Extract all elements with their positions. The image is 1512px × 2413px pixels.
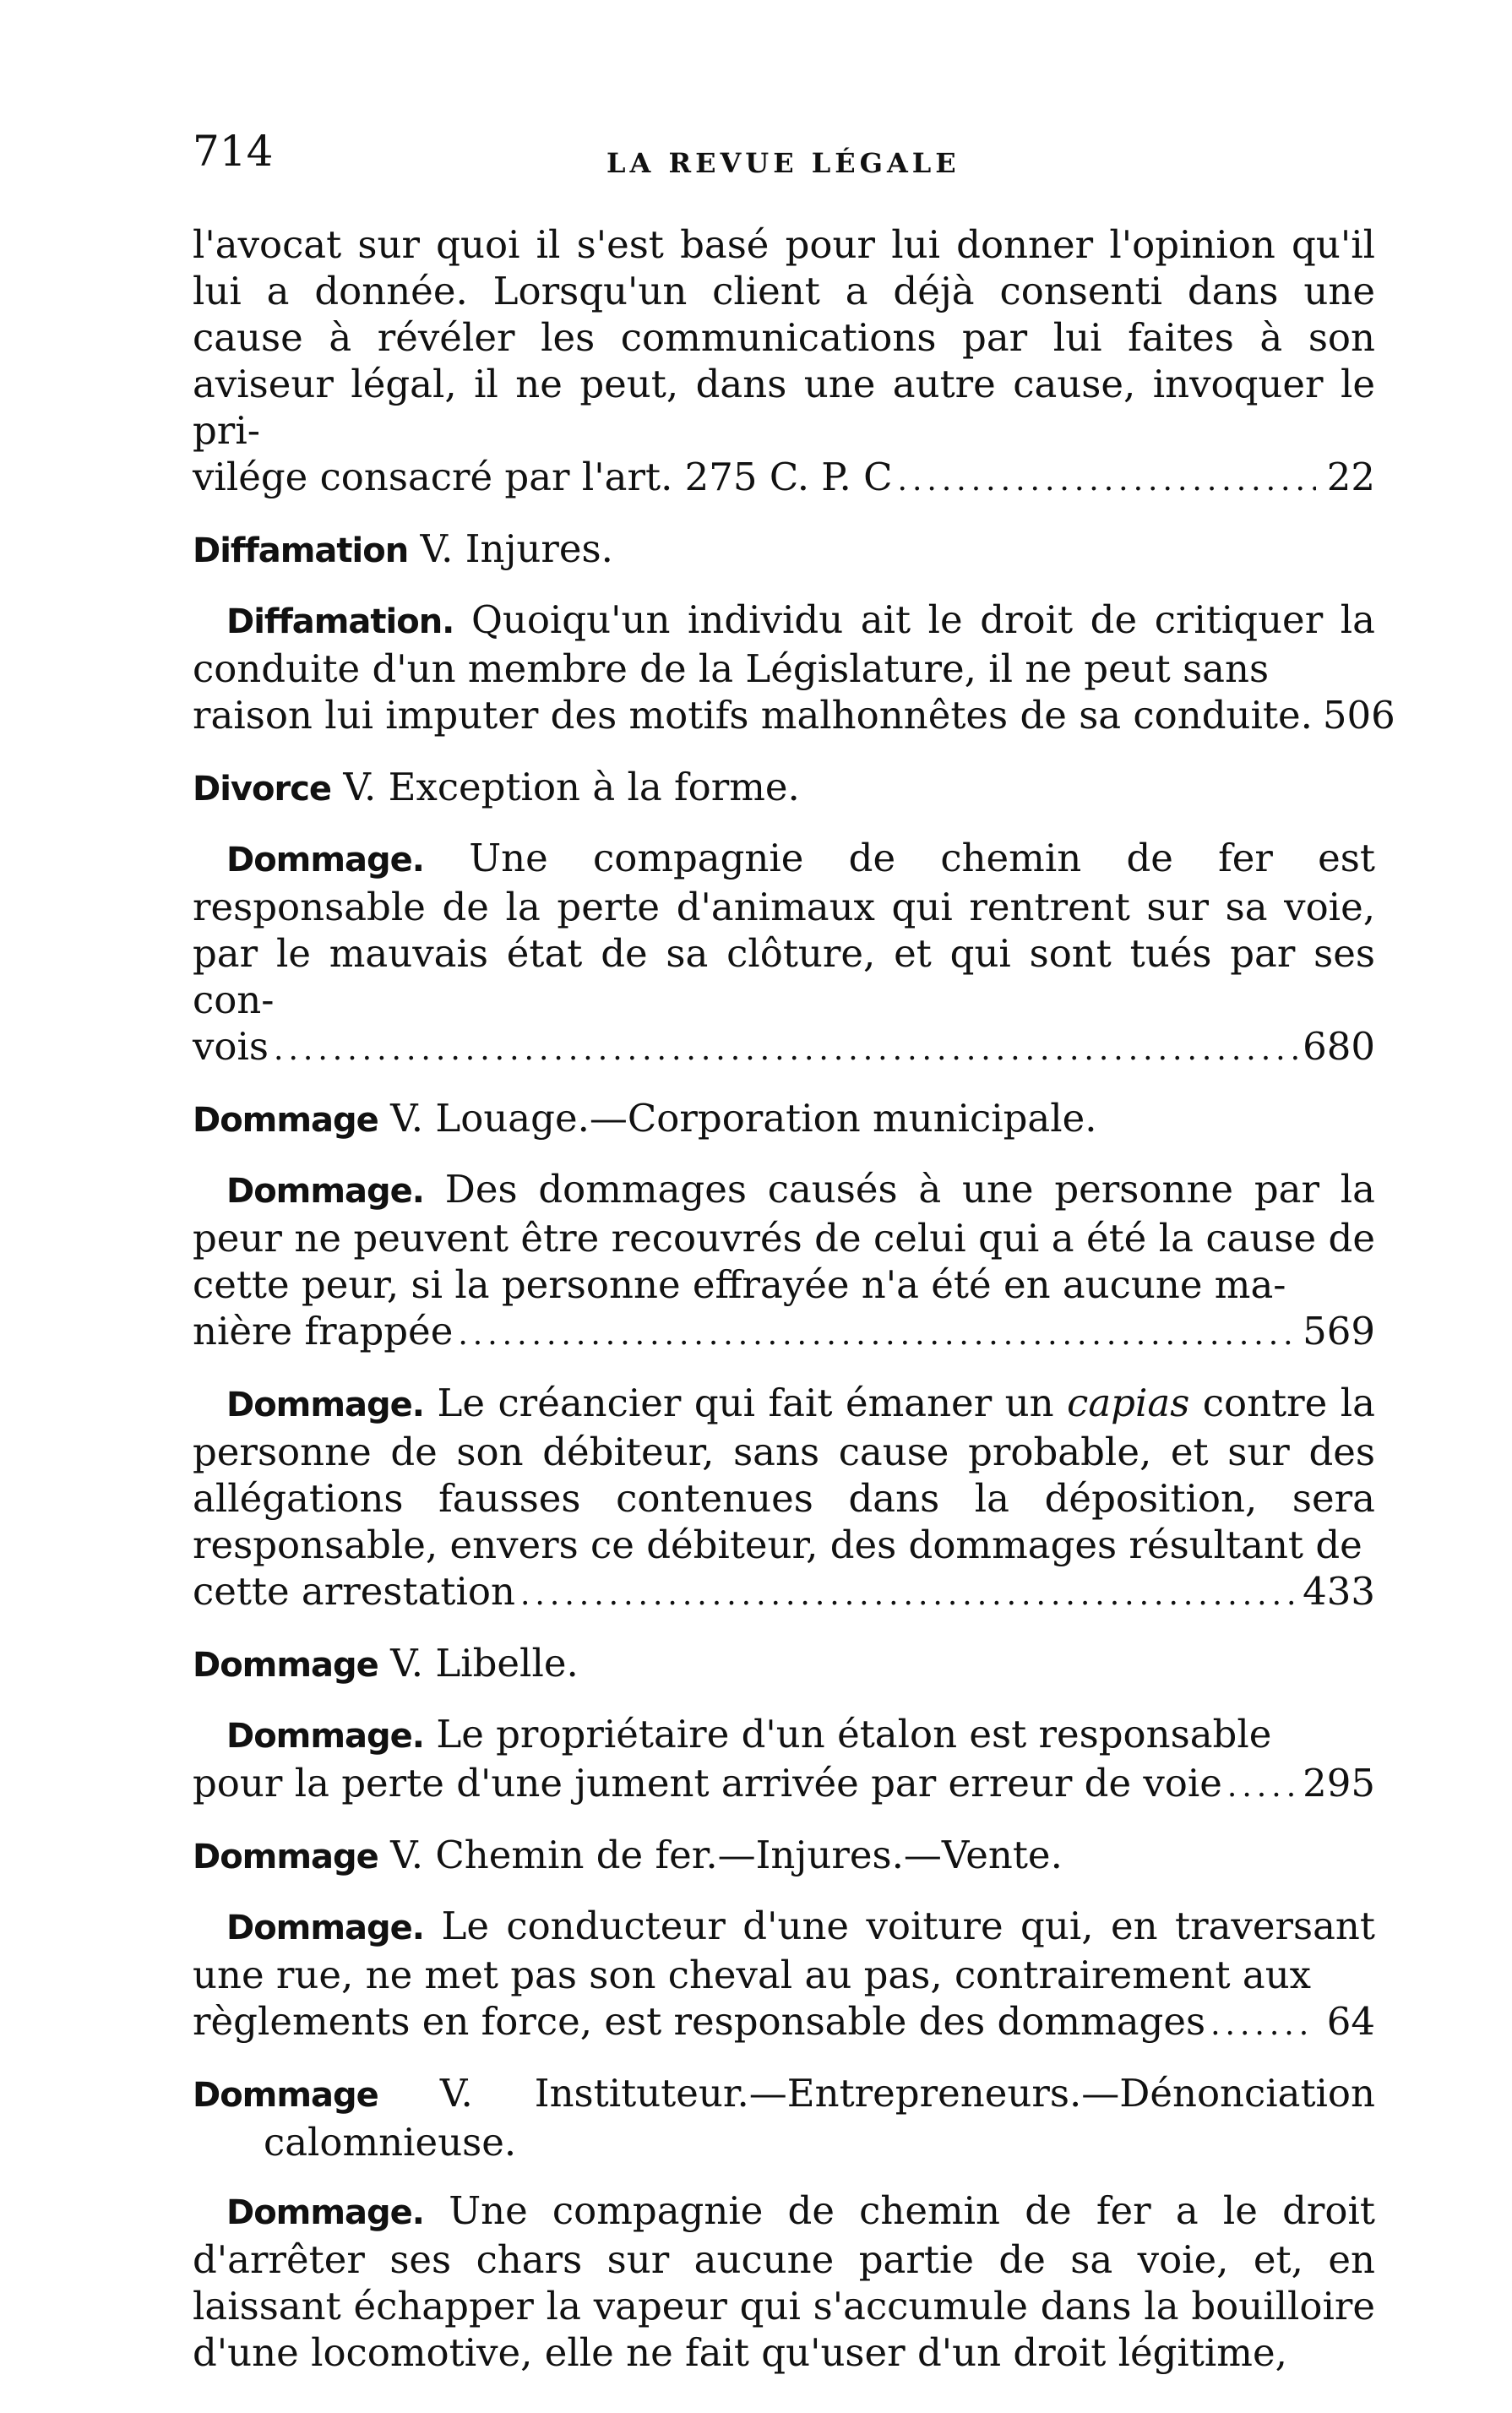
entry-text: l'avocat sur quoi il s'est basé pour lui donner l'opinion qu'il lui a donnée. Lorsqu'un client a déjà consenti dans une cause à révéler les communications par lui faites à son aviseur légal, il ne peut, dans une autre cause, invoquer le pri- bbox=[193, 222, 1375, 453]
dot-leader bbox=[1210, 2002, 1316, 2048]
page-reference: 433 bbox=[1303, 1569, 1375, 1614]
cross-reference-entry bbox=[193, 2070, 1375, 2165]
entry-text: V. Instituteur.—Entrepreneurs.—Dénonciation calomnieuse. bbox=[264, 2071, 1375, 2165]
cross-reference-entry bbox=[193, 1095, 1375, 1144]
entry-keyword: Dommage. bbox=[226, 1909, 424, 1947]
entry-text: V. Louage.—Corporation municipale. bbox=[390, 1096, 1097, 1141]
entry-tail-text: raison lui imputer des motifs malhonnêtes de sa conduite. bbox=[193, 693, 1313, 738]
index-entry bbox=[193, 1166, 1375, 1358]
entry-keyword: Dommage bbox=[193, 1101, 378, 1140]
dot-leader bbox=[274, 1027, 1297, 1073]
entry-keyword: Dommage bbox=[193, 1646, 378, 1685]
entry-tail-text: règlements en force, est responsable des dommages bbox=[193, 1999, 1206, 2044]
page-reference: 295 bbox=[1303, 1761, 1375, 1806]
entry-keyword: Dommage. bbox=[226, 1172, 424, 1211]
cross-reference-entry bbox=[193, 764, 1375, 813]
index-entry bbox=[193, 1380, 1375, 1618]
entry-tail-text: nière frappée bbox=[193, 1309, 454, 1354]
page-number: 714 bbox=[193, 127, 274, 176]
dot-leader bbox=[1227, 1763, 1297, 1810]
entry-text: Quoiqu'un individu ait le droit de critiquer la conduite d'un membre de la Législature, il ne peut sans bbox=[193, 597, 1375, 691]
entry-keyword: Dommage bbox=[193, 1838, 378, 1876]
entry-text: Une compagnie de chemin de fer est responsable de la perte d'animaux qui rentrent sur sa voie, par le mauvais état de sa clôture, et qui sont tués par ses con- bbox=[193, 836, 1375, 1022]
entry-tail bbox=[193, 692, 1395, 742]
index-entry bbox=[193, 1903, 1375, 2048]
entry-keyword: Dommage. bbox=[226, 2193, 424, 2232]
page-reference: 64 bbox=[1326, 1999, 1375, 2044]
cross-reference-entry bbox=[193, 526, 1375, 575]
continued-entry bbox=[193, 221, 1375, 504]
entry-text: Une compagnie de chemin de fer a le droit d'arrêter ses chars sur aucune partie de sa voie, et, en laissant échapper la vapeur qui s'accumule dans la bouilloire d'une locomotive, elle ne fait qu'user d'un droit légitime, bbox=[193, 2188, 1375, 2375]
cross-reference-entry bbox=[193, 1640, 1375, 1689]
dot-leader bbox=[520, 1571, 1297, 1618]
page-reference: 506 bbox=[1322, 693, 1395, 738]
entry-tail-text: vois bbox=[193, 1024, 269, 1069]
entry-tail bbox=[193, 1760, 1375, 1810]
entry-text: V. Exception à la forme. bbox=[343, 765, 800, 809]
page-reference: 569 bbox=[1303, 1309, 1375, 1354]
index-entry bbox=[193, 1711, 1375, 1810]
dot-leader bbox=[458, 1311, 1297, 1358]
entry-text: V. Injures. bbox=[420, 526, 613, 571]
entry-text: V. Libelle. bbox=[390, 1641, 579, 1686]
entry-keyword: Diffamation. bbox=[226, 602, 454, 641]
page-header bbox=[193, 127, 1375, 186]
entry-text: Des dommages causés à une personne par la peur ne peuvent être recouvrés de celui qui a été la cause de cette peur, si la personne effrayée n'a été en aucune ma- bbox=[193, 1167, 1375, 1307]
entry-tail-text: cette arrestation bbox=[193, 1569, 515, 1614]
entry-tail-text: vilége consacré par l'art. 275 C. P. C bbox=[193, 455, 893, 499]
running-title: LA REVUE LÉGALE bbox=[606, 147, 960, 179]
page-reference: 22 bbox=[1326, 455, 1375, 499]
entry-keyword: Diffamation bbox=[193, 531, 409, 570]
entry-text: Le créancier qui fait émaner un bbox=[437, 1381, 1054, 1425]
entry-keyword: Divorce bbox=[193, 770, 332, 809]
entry-tail bbox=[193, 1998, 1375, 2048]
entry-tail bbox=[193, 1308, 1375, 1358]
entry-keyword: Dommage bbox=[193, 2076, 378, 2115]
entry-text: Le conducteur d'une voiture qui, en traversant une rue, ne met pas son cheval au pas, contrairement aux bbox=[193, 1904, 1375, 1997]
index-entry bbox=[193, 2187, 1375, 2376]
index-entry bbox=[193, 596, 1395, 742]
dot-leader bbox=[898, 457, 1316, 504]
entry-keyword: Dommage. bbox=[226, 1386, 424, 1424]
entry-italic-term: capias bbox=[1067, 1381, 1190, 1425]
page-reference: 680 bbox=[1303, 1024, 1375, 1069]
entry-tail bbox=[193, 1568, 1375, 1618]
entry-text: contre la personne de son débiteur, sans cause probable, et sur des allégations fausses contenues dans la déposition, sera responsable, envers ce débiteur, des dommages résultant de bbox=[193, 1381, 1375, 1567]
entry-keyword: Dommage. bbox=[226, 1717, 424, 1756]
cross-reference-entry bbox=[193, 1832, 1375, 1881]
index-entries bbox=[193, 221, 1395, 2398]
entry-keyword: Dommage. bbox=[226, 841, 424, 880]
entry-text: V. Chemin de fer.—Injures.—Vente. bbox=[390, 1833, 1063, 1877]
entry-tail bbox=[193, 1023, 1375, 1073]
entry-tail-text: pour la perte d'une jument arrivée par erreur de voie bbox=[193, 1761, 1222, 1806]
index-entry bbox=[193, 835, 1375, 1073]
entry-text: Le propriétaire d'un étalon est responsable bbox=[436, 1712, 1272, 1757]
entry-tail bbox=[193, 454, 1375, 504]
